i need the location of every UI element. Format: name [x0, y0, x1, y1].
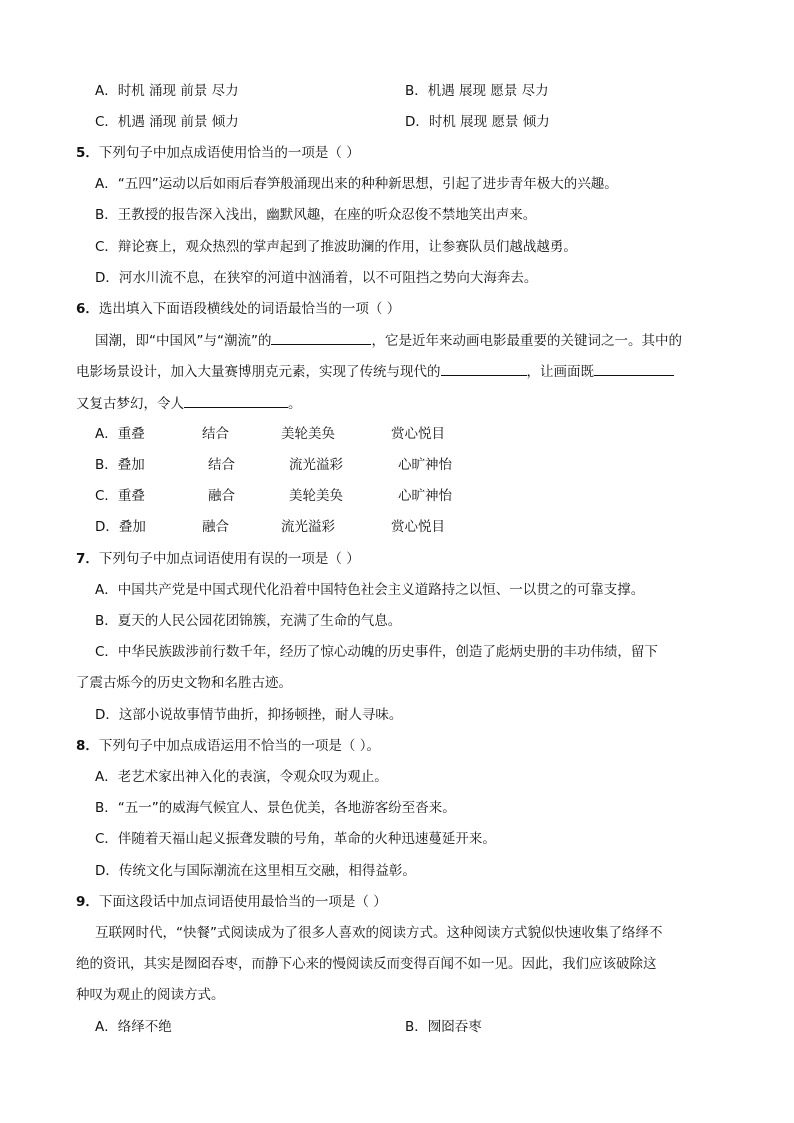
q8-option-b: B．“五一”的威海气候宜人、景色优美，各地游客纷至沓来。 — [95, 800, 456, 816]
q6-para-text: ，让画面既 — [526, 364, 594, 380]
q6-option-row-b — [95, 455, 495, 475]
q7-option-a: A．中国共产党是中国式现代化沿着中国特色社会主义道路持之以恒、一以贯之的可靠支撑。 — [95, 582, 645, 598]
q6-option-word: 美轮美奂 — [289, 488, 343, 504]
q6-para-text: 国潮，即“中国风”与“潮流”的 — [95, 333, 272, 349]
q5-stem-line — [76, 143, 360, 163]
q6-option-label: A．重叠 — [95, 426, 145, 442]
fill-blank-2 — [441, 361, 527, 376]
q6-option-word: 结合 — [208, 457, 235, 473]
q9-option-a: A．络绎不绝 — [95, 1019, 172, 1035]
q9-paragraph-line-2: 绝的资讯，其实是囫囵吞枣，而静下心来的慢阅读反而变得百闻不如一见。因此，我们应该破除这 — [76, 956, 657, 972]
q6-option-row-c — [95, 486, 495, 506]
fill-blank-3 — [594, 361, 674, 376]
q6-option-word: 结合 — [202, 426, 229, 442]
q6-option-label: D．叠加 — [95, 519, 146, 535]
q7-option-c-line-2: 了震古烁今的历史文物和名胜古迹。 — [76, 675, 292, 691]
q4-option-c: C．机遇 涌现 前景 倾力 — [95, 114, 239, 130]
q9-number: 9． — [76, 894, 99, 910]
q6-para-text: 电影场景设计，加入大量赛博朋克元素，实现了传统与现代的 — [76, 364, 441, 380]
fill-blank-1 — [271, 330, 371, 345]
q8-option-a: A．老艺术家出神入化的表演，令观众叹为观止。 — [95, 769, 388, 785]
q5-option-d: D．河水川流不息，在狭窄的河道中汹涌着，以不可阻挡之势向大海奔去。 — [95, 270, 538, 286]
q6-stem-line — [76, 299, 400, 319]
q9-stem: 下面这段话中加点词语使用最恰当的一项是（ ） — [98, 894, 387, 910]
fill-blank-4 — [184, 393, 288, 408]
q6-option-word: 流光溢彩 — [289, 457, 343, 473]
q4-option-a: A．时机 涌现 前景 尽力 — [95, 83, 239, 99]
q6-para-text: ，它是近年来动画电影最重要的关键词之一。其中的 — [371, 333, 682, 349]
q4-option-b: B．机遇 展现 愿景 尽力 — [405, 83, 549, 99]
q8-option-d: D．传统文化与国际潮流在这里相互交融，相得益彰。 — [95, 863, 416, 879]
q6-number: 6． — [76, 301, 99, 317]
q5-option-b: B．王教授的报告深入浅出，幽默风趣，在座的听众忍俊不禁地笑出声来。 — [95, 207, 537, 223]
q6-paragraph-line-1 — [95, 330, 682, 351]
q6-stem: 选出填入下面语段横线处的词语最恰当的一项（ ） — [98, 301, 401, 317]
q6-option-row-d — [95, 517, 495, 537]
q8-option-c: C．伴随着天福山起义振聋发聩的号角，革命的火种迅速蔓延开来。 — [95, 831, 496, 847]
q6-option-word: 赏心悦目 — [391, 519, 445, 535]
q8-stem: 下列句子中加点成语运用不恰当的一项是（ ）。 — [98, 738, 380, 754]
q6-option-word: 流光溢彩 — [281, 519, 335, 535]
q6-paragraph-line-3 — [76, 393, 302, 414]
q5-option-c: C．辩论赛上，观众热烈的掌声起到了推波助澜的作用，让参赛队员们越战越勇。 — [95, 239, 577, 255]
q5-stem: 下列句子中加点成语使用恰当的一项是（ ） — [98, 145, 360, 161]
q6-option-row-a — [95, 424, 495, 444]
q4-option-d: D．时机 展现 愿景 倾力 — [405, 114, 550, 130]
q6-option-word: 心旷神怡 — [398, 488, 452, 504]
q8-number: 8． — [76, 738, 99, 754]
q6-option-word: 赏心悦目 — [391, 426, 445, 442]
q6-option-word: 美轮美奂 — [281, 426, 335, 442]
q6-option-word: 融合 — [208, 488, 235, 504]
q6-option-word: 心旷神怡 — [398, 457, 452, 473]
q8-stem-line — [76, 736, 380, 756]
q7-stem: 下列句子中加点词语使用有误的一项是（ ） — [98, 551, 360, 567]
q9-stem-line — [76, 892, 387, 912]
q7-stem-line — [76, 549, 360, 569]
q7-option-c-line-1: C．中华民族跋涉前行数千年，经历了惊心动魄的历史事件，创造了彪炳史册的丰功伟绩，留下 — [95, 644, 658, 660]
q7-number: 7． — [76, 551, 99, 567]
q7-option-b: B．夏天的人民公园花团锦簇，充满了生命的气息。 — [95, 613, 402, 629]
q6-option-word: 融合 — [202, 519, 229, 535]
q5-number: 5． — [76, 145, 99, 161]
q6-para-text: 又复古梦幻，令人 — [76, 396, 184, 412]
q9-option-b: B．囫囵吞枣 — [405, 1019, 482, 1035]
q9-paragraph-line-1: 互联网时代，“快餐”式阅读成为了很多人喜欢的阅读方式。这种阅读方式貌似快速收集了络绎不 — [95, 925, 663, 941]
q6-paragraph-line-2 — [76, 361, 674, 382]
q6-para-text: 。 — [288, 396, 302, 412]
q7-option-d: D．这部小说故事情节曲折，抑扬顿挫，耐人寻味。 — [95, 707, 403, 723]
q6-option-label: B．叠加 — [95, 457, 145, 473]
q6-option-label: C．重叠 — [95, 488, 145, 504]
q9-paragraph-line-3: 种叹为观止的阅读方式。 — [76, 987, 225, 1003]
q5-option-a: A．“五四”运动以后如雨后春笋般涌现出来的种种新思想，引起了进步青年极大的兴趣。 — [95, 176, 618, 192]
